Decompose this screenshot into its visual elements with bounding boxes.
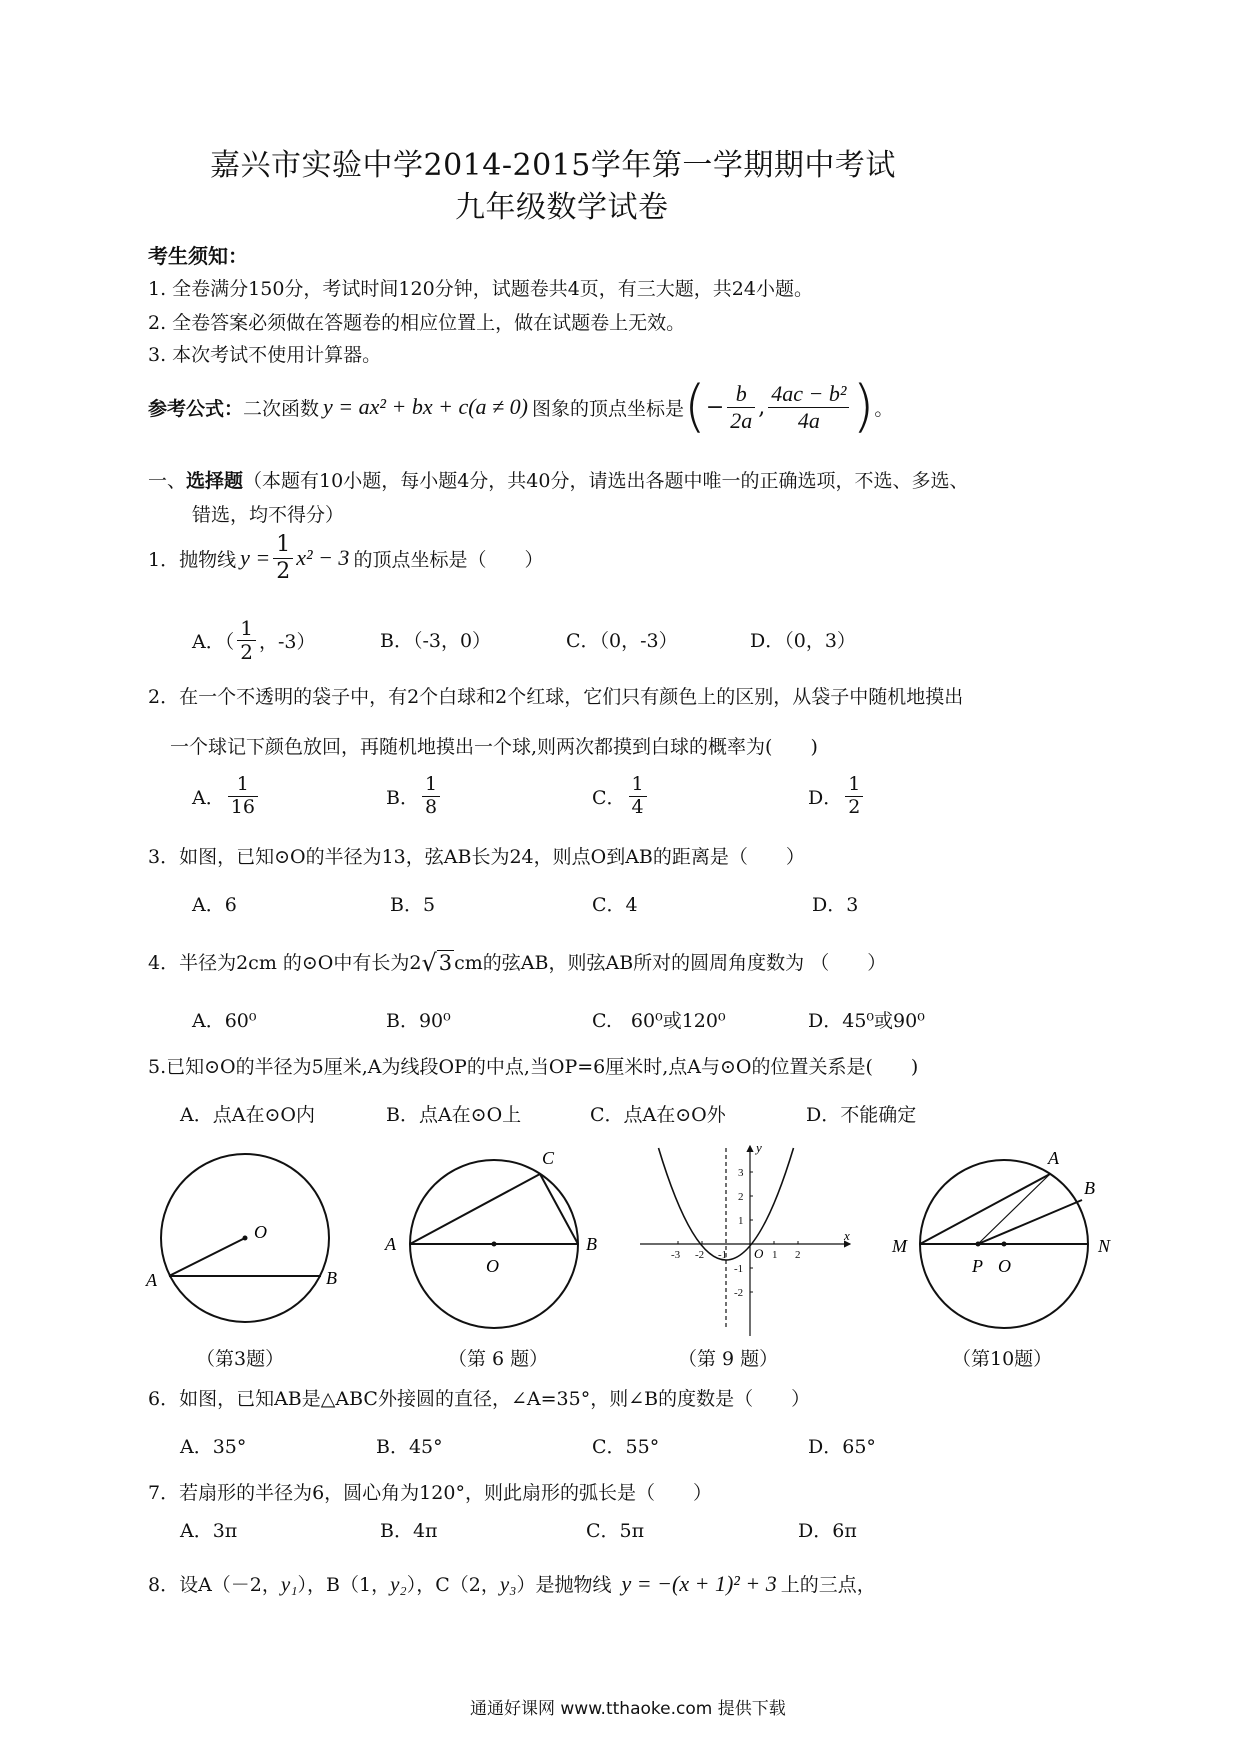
q7-option-b: B．4π	[380, 1520, 438, 1542]
formula-text-middle: 图象的顶点坐标是	[531, 397, 684, 420]
vertex-y-denominator: 4a	[797, 407, 820, 433]
fig6-side-bc	[540, 1174, 578, 1244]
q6-option-b: B．45°	[376, 1436, 443, 1458]
notice-item-2: 2. 全卷答案必须做在答题卷的相应位置上，做在试题卷上无效。	[148, 312, 686, 334]
q1-optA-fraction	[237, 617, 256, 664]
vertex-y-numerator: 4ac − b²	[768, 381, 849, 407]
fig3-label-o: O	[254, 1222, 267, 1242]
question-3: 3．如图，已知⊙O的半径为13，弦AB长为24，则点O到AB的距离是（ ）	[148, 846, 805, 868]
fig9-label-y: y	[756, 1140, 762, 1155]
q2-optA-label: A．	[192, 786, 225, 809]
question-5: 5.已知⊙O的半径为5厘米,A为线段OP的中点,当OP=6厘米时,点A与⊙O的位置关系是( )	[148, 1056, 919, 1078]
question-2-line1: 2．在一个不透明的袋子中，有2个白球和2个红球，它们只有颜色上的区别，从袋子中随机地摸出	[148, 686, 964, 708]
q4-text-before: 4．半径为2cm 的⊙O中有长为2	[148, 952, 422, 974]
q7-option-a: A．3π	[180, 1520, 238, 1542]
q1-option-b: B．（-3，0）	[380, 630, 492, 652]
q6-option-a: A．35°	[180, 1436, 247, 1458]
figure-10-circle-chords	[880, 1140, 1130, 1350]
figure-6-triangle-in-circle	[380, 1140, 610, 1350]
q5-option-b: B．点A在⊙O上	[386, 1104, 522, 1126]
q4-option-d: D．45⁰或90⁰	[808, 1010, 925, 1032]
vertex-x-denominator: 2a	[730, 407, 753, 433]
q1-optA-den: 2	[240, 639, 253, 664]
q1-option-a	[192, 612, 315, 668]
sqrt-symbol: √	[421, 949, 437, 977]
fig3-label-b: B	[326, 1268, 337, 1288]
formula-minus: −	[705, 394, 725, 420]
fig9-label-x: x	[844, 1228, 850, 1243]
fig9-ytick-neg2: -2	[734, 1287, 744, 1299]
section1-bold: 选择题	[186, 470, 244, 492]
fig9-ytick-2: 2	[738, 1191, 744, 1203]
q4-option-b: B．90⁰	[386, 1010, 451, 1032]
q2-optC-den: 4	[631, 795, 644, 818]
fig6-label-c: C	[542, 1148, 555, 1168]
fig10-label-a: A	[1048, 1148, 1059, 1168]
q6-option-d: D．65°	[808, 1436, 876, 1458]
q2-optB-fraction	[422, 774, 440, 819]
formula-label: 参考公式：	[148, 397, 244, 420]
q2-optB-den: 8	[424, 795, 438, 818]
fig10-chord-pb	[978, 1200, 1082, 1244]
q8-y3: y₃	[499, 1572, 517, 1596]
left-paren: (	[683, 374, 706, 439]
fig9-ytick-neg1: -1	[734, 1263, 744, 1275]
q1-option-d: D．（0，3）	[750, 630, 856, 652]
question-2-line2: 一个球记下颜色放回，再随机地摸出一个球,则两次都摸到白球的概率为( )	[170, 736, 818, 758]
section1-num: 一、	[148, 470, 187, 492]
formula-text-after: 。	[874, 397, 894, 420]
fig9-ytick-1: 1	[738, 1215, 744, 1227]
notice-item-1: 1. 全卷满分150分，考试时间120分钟，试题卷共4页，有三大题，共24小题。	[148, 278, 813, 300]
fig6-label-o: O	[486, 1256, 499, 1276]
q7-option-d: D．6π	[798, 1520, 857, 1542]
q2-optA-num: 1	[228, 774, 258, 797]
q8-equation: y = −(x + 1)² + 3	[621, 1571, 777, 1596]
q3-option-c: C．4	[592, 894, 638, 916]
fig9-label-origin: O	[754, 1246, 764, 1261]
q4-option-c: C. 60⁰或120⁰	[592, 1010, 726, 1032]
q2-optA-den: 16	[230, 795, 255, 818]
fig3-center-point	[243, 1236, 248, 1241]
q8-mid3: ）是抛物线	[516, 1574, 612, 1596]
fig10-point-p	[976, 1242, 981, 1247]
question-7: 7．若扇形的半径为6，圆心角为120°，则此扇形的弧长是（ ）	[148, 1482, 712, 1504]
q2-option-a	[192, 768, 261, 824]
q1-optA-label: A．（	[192, 630, 235, 653]
q2-optD-den: 2	[848, 795, 861, 818]
fig10-caption: （第10题）	[952, 1348, 1053, 1370]
q3-option-a: A．6	[192, 894, 237, 916]
q8-text-after: 上的三点，	[780, 1574, 876, 1596]
q1-optA-tail: ，-3）	[258, 630, 316, 653]
question-4	[148, 948, 886, 975]
formula-comma: ,	[758, 394, 766, 420]
formula-text-before: 二次函数	[243, 397, 320, 420]
reference-formula	[148, 372, 893, 442]
q5-option-d: D．不能确定	[806, 1104, 917, 1126]
q1-optA-num: 1	[237, 617, 256, 641]
fig10-label-n: N	[1098, 1236, 1111, 1256]
formula-equation: y = ax² + bx + c(a ≠ 0)	[323, 394, 528, 419]
exam-title-line1: 嘉兴市实验中学2014-2015学年第一学期期中考试	[210, 148, 896, 183]
q2-optA-fraction	[228, 774, 258, 819]
q2-optC-label: C．	[592, 786, 626, 809]
fig9-xtick-neg3: -3	[671, 1249, 681, 1261]
q1-eq-left: y =	[240, 545, 271, 570]
fig6-side-ac	[410, 1174, 540, 1244]
q1-suffix: 的顶点坐标是（ ）	[353, 548, 544, 571]
figure-9-parabola-graph	[630, 1140, 860, 1340]
fig10-label-m: M	[892, 1236, 907, 1256]
vertex-x-numerator: b	[727, 381, 755, 407]
q2-optB-num: 1	[422, 774, 440, 797]
fig9-ytick-3: 3	[738, 1167, 744, 1179]
q4-option-a: A．60⁰	[192, 1010, 257, 1032]
section1-heading-line2: 错选，均不得分）	[192, 504, 345, 526]
fig3-radius-oa	[169, 1238, 245, 1276]
fig10-label-b: B	[1084, 1178, 1095, 1198]
q2-optC-fraction	[629, 774, 647, 819]
fig10-label-o: O	[998, 1256, 1011, 1276]
q4-sqrt-value: 3	[438, 951, 453, 975]
q2-optC-num: 1	[629, 774, 647, 797]
fig6-caption: （第 6 题）	[448, 1348, 549, 1370]
fig10-segment-pa	[978, 1174, 1050, 1244]
q3-option-b: B．5	[390, 894, 436, 916]
right-paren: )	[852, 374, 875, 439]
fig9-caption: （第 9 题）	[678, 1348, 779, 1370]
q1-fraction	[273, 532, 293, 584]
q8-mid1: ），B（1，	[297, 1574, 391, 1596]
fig10-label-p: P	[972, 1256, 983, 1276]
q8-y1: y₁	[280, 1572, 298, 1596]
q6-option-c: C．55°	[592, 1436, 660, 1458]
q2-optD-label: D．	[808, 786, 843, 809]
figure-3-circle-chord	[140, 1150, 350, 1350]
notice-heading: 考生须知：	[148, 244, 248, 268]
q1-option-c: C．（0，-3）	[566, 630, 678, 652]
fig6-center-point	[492, 1242, 497, 1247]
q8-y2: y₂	[390, 1572, 407, 1596]
question-1	[148, 528, 543, 588]
fig6-label-a: A	[385, 1234, 396, 1254]
section1-rest: （本题有10小题，每小题4分，共40分，请选出各题中唯一的正确选项，不选、多选、	[243, 470, 969, 492]
section1-heading	[148, 466, 968, 493]
fig9-xtick-2: 2	[795, 1249, 801, 1261]
q2-option-b	[386, 768, 443, 824]
fig3-label-a: A	[146, 1270, 157, 1290]
exam-title-line2: 九年级数学试卷	[455, 190, 669, 225]
q1-eq-right: x² − 3	[296, 545, 350, 570]
question-6: 6．如图，已知AB是△ABC外接圆的直径，∠A=35°，则∠B的度数是（ ）	[148, 1388, 811, 1410]
q2-optB-label: B．	[386, 786, 419, 809]
vertex-y-fraction	[768, 381, 849, 433]
q8-mid2: ），C（2，	[406, 1574, 500, 1596]
q5-option-c: C．点A在⊙O外	[590, 1104, 726, 1126]
fig10-point-o	[1002, 1242, 1007, 1247]
q8-text-before: 8．设A（－2，	[148, 1574, 281, 1596]
fig3-caption: （第3题）	[196, 1348, 285, 1370]
fig10-chord-ma	[920, 1174, 1050, 1244]
q3-option-d: D．3	[812, 894, 859, 916]
fig9-xtick-1: 1	[772, 1249, 778, 1261]
vertex-x-fraction	[727, 381, 755, 433]
q4-text-after: cm的弦AB，则弦AB所对的圆周角度数为 （ ）	[454, 952, 887, 974]
q2-optD-num: 1	[845, 774, 863, 797]
fig9-xtick-neg2: -2	[695, 1249, 705, 1261]
q1-frac-numerator: 1	[273, 532, 293, 558]
page-footer: 通通好课网 www.tthaoke.com 提供下载	[470, 1699, 786, 1719]
fig6-label-b: B	[586, 1234, 597, 1254]
question-8	[148, 1570, 876, 1597]
q7-option-c: C．5π	[586, 1520, 645, 1542]
q2-optD-fraction	[845, 774, 863, 819]
q2-option-c	[592, 768, 650, 824]
q1-prefix: 1．抛物线	[148, 548, 237, 571]
q5-option-a: A．点A在⊙O内	[180, 1104, 315, 1126]
fig9-xtick-neg1: -1	[718, 1249, 728, 1261]
notice-item-3: 3. 本次考试不使用计算器。	[148, 344, 382, 366]
q2-option-d	[808, 768, 866, 824]
q1-frac-denominator: 2	[276, 558, 291, 584]
